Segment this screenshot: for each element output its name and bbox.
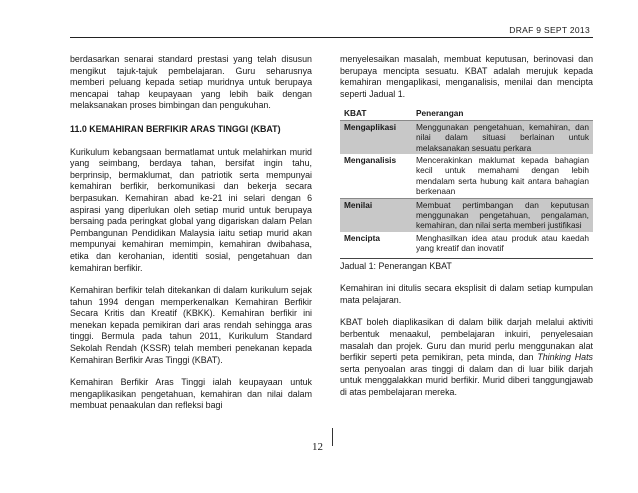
right-paragraph-1: menyelesaikan masalah, membuat keputusan, berinovasi dan berupaya mencipta sesuatu. KBAT adalah merujuk kepada kemahiran mengaplikasi, menganalisis, menilai dan mencipta seperti Jadual 1. xyxy=(340,54,593,99)
table-term: Menganalisis xyxy=(340,154,412,198)
kbat-table xyxy=(340,107,593,254)
table-term: Mencipta xyxy=(344,232,380,243)
table-row xyxy=(340,198,593,232)
table-header-penerangan: Penerangan xyxy=(412,107,593,120)
table-term: Menilai xyxy=(340,198,412,232)
section-heading: 11.0 KEMAHIRAN BERFIKIR ARAS TINGGI (KBAT) xyxy=(70,123,281,134)
draft-label: DRAF 9 SEPT 2013 xyxy=(509,25,590,35)
table-header-row xyxy=(340,107,593,120)
right-paragraph-3 xyxy=(340,317,593,398)
right-paragraph-3-part-b: serta penyoalan aras tinggi di dalam dan di luar bilik darjah untuk menggalakkan murid berfikir. Murid diberi tanggungjawab di atas pembelajaran mereka. xyxy=(340,363,593,397)
table-desc: Menghasilkan idea atau produk atau kaedah yang kreatif dan inovatif xyxy=(416,232,589,254)
table-row xyxy=(340,154,593,198)
right-paragraph-2: Kemahiran ini ditulis secara eksplisit di dalam setiap kumpulan mata pelajaran. xyxy=(340,283,593,305)
left-paragraph-4: Kemahiran Berfikir Aras Tinggi ialah keupayaan untuk mengaplikasikan pengetahuan, kemahiran dan nilai dalam membuat penaakulan dan refleksi bagi xyxy=(70,377,312,411)
table-row xyxy=(340,232,593,255)
table-term: Mengaplikasi xyxy=(340,120,412,154)
left-paragraph-3: Kemahiran berfikir telah ditekankan di dalam kurikulum sejak tahun 1994 dengan memperkenalkan Kemahiran Berfikir Secara Kritis dan Kreatif (KBKK). Kemahiran berfikir ini menekan kepada pemikiran dari aras rendah sehingga aras tinggi. Bermula pada tahun 2011, Kurikulum Standard Sekolah Rendah (KSSR) telah memberi penekanan kepada Kemahiran Berfikir Aras Tinggi (KBAT). xyxy=(70,285,312,365)
table-header-kbat: KBAT xyxy=(340,107,412,120)
page-number: 12 xyxy=(312,441,323,453)
table-row xyxy=(340,120,593,154)
table-desc: Menggunakan pengetahuan, kemahiran, dan nilai dalam situasi berlainan untuk melaksanakan sesuatu perkara xyxy=(412,120,593,154)
table-desc: Membuat pertimbangan dan keputusan menggunakan pengetahuan, pengalaman, kemahiran, dan nilai serta memberi justifikasi xyxy=(412,198,593,232)
footer-divider xyxy=(332,428,333,446)
table-desc: Mencerakinkan maklumat kepada bahagian kecil untuk memahami dengan lebih mendalam serta hubung kait antara bahagian berkenaan xyxy=(412,154,593,198)
right-paragraph-3-part-a: KBAT boleh diaplikasikan di dalam bilik darjah melalui aktiviti berbentuk menaakul, pembelajaran inkuiri, penyelesaian masalah dan projek. Guru dan murid perlu menggunakan alat berfikir seperti peta pemikiran, peta minda, dan xyxy=(340,317,593,363)
left-paragraph-1: berdasarkan senarai standard prestasi yang telah disusun mengikut tajuk-tajuk pembelajaran. Guru seharusnya memberi peluang kepada setiap muridnya untuk berupaya mencapai tahap keupayaan yang lebih baik dengan melaksanakan proses bimbingan dan pengukuhan. xyxy=(70,54,312,111)
table-caption: Jadual 1: Penerangan KBAT xyxy=(340,258,593,273)
header-rule xyxy=(70,37,593,38)
thinking-hats-term: Thinking Hats xyxy=(537,352,593,363)
left-column xyxy=(70,54,312,412)
left-paragraph-2: Kurikulum kebangsaan bermatlamat untuk melahirkan murid yang seimbang, berdaya tahan, bersifat ingin tahu, berprinsip, bermaklumat, dan patriotik serta mempunyai kemahiran berfikir, berkomunikasi dan bekerja secara berpasukan. Kemahiran abad ke-21 ini selari dengan 6 aspirasi yang diperlukan oleh setiap murid untuk berupaya bersaing pada peringkat global yang digariskan dalam Pelan Pembangunan Pendidikan Malaysia iaitu setiap murid akan mempunyai kemahiran memimpin, kemahiran dwibahasa, etika dan kerohanian, identiti sosial, pengetahuan dan kemahiran berfikir. xyxy=(70,146,312,273)
right-column xyxy=(340,54,593,399)
